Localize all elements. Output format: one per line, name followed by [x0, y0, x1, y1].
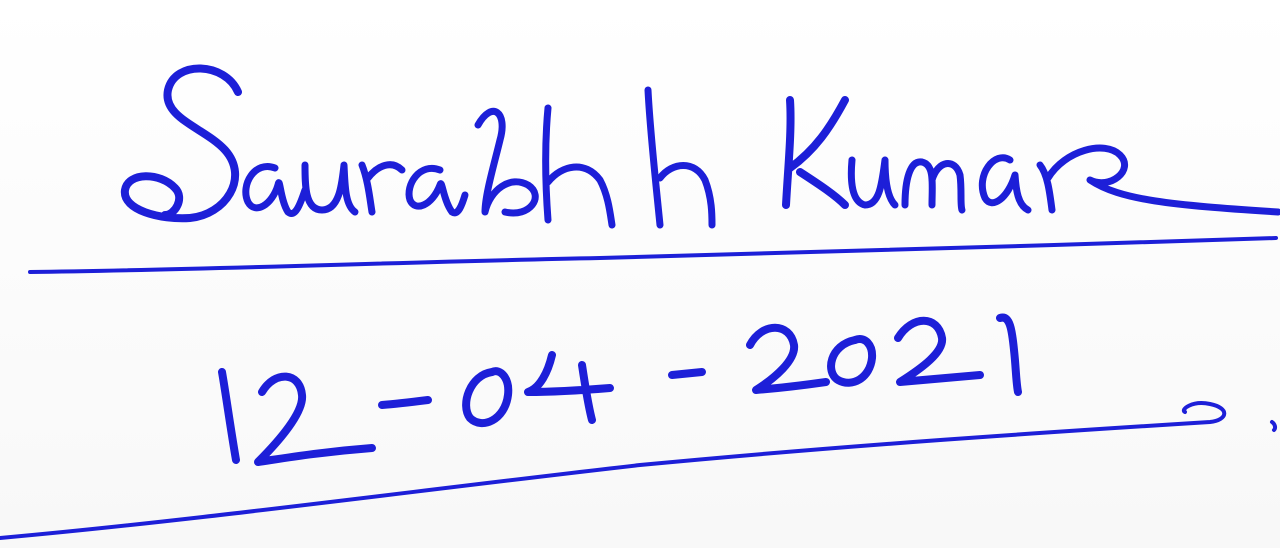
name-underline [30, 238, 1276, 272]
handwritten-date [222, 318, 1018, 462]
date-underline [0, 403, 1224, 538]
handwritten-name [125, 68, 1278, 225]
stray-ink-mark [1272, 422, 1275, 430]
